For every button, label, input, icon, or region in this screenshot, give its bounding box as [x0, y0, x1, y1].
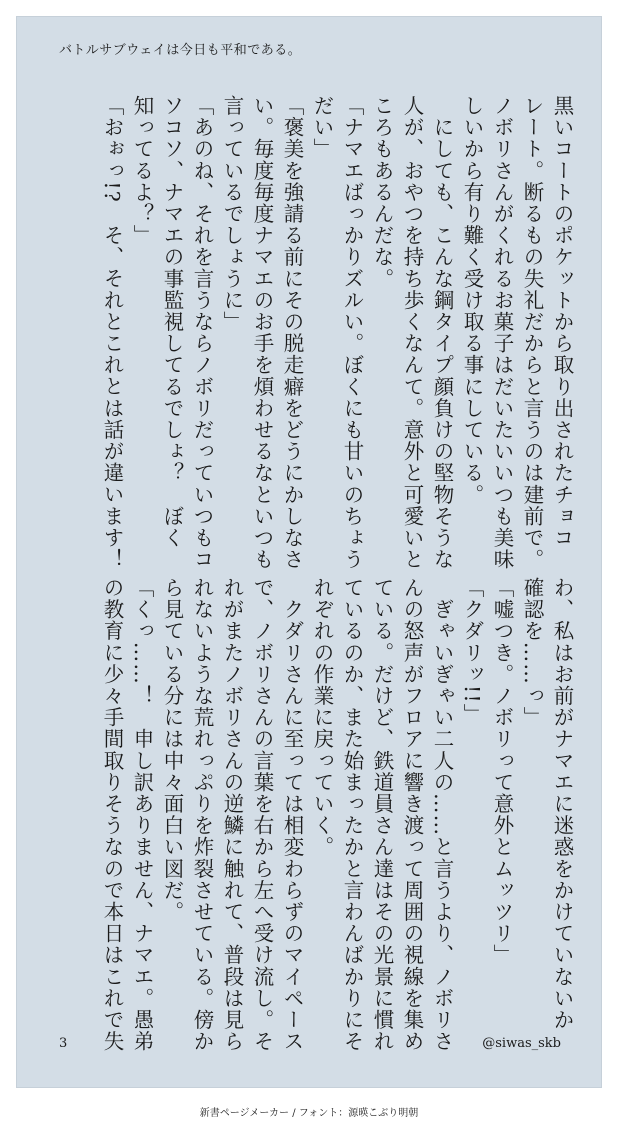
text-column-line: 「嘘つき。ノボリって意外とムッツリ」 [490, 577, 514, 966]
text-column-line: レート。断るもの失礼だからと言うのは建前で。 [520, 95, 544, 571]
text-column [277, 577, 307, 1053]
text-column [547, 577, 577, 1031]
text-column-line: ころもあるんだな。 [370, 95, 394, 290]
page-number: 3 [59, 1036, 68, 1051]
text-column-line: わ、私はお前がナマエに迷惑をかけていないか [550, 577, 574, 1031]
text-column [217, 577, 247, 1053]
text-column-line: 言っているでしょうに」 [220, 95, 244, 333]
text-column-line: 人が、おやつを持ち歩くなんて。意外と可愛いと [400, 95, 424, 571]
text-column [127, 95, 157, 545]
text-column-line: にしても、こんな鋼タイプ顔負けの堅物そうな [430, 95, 454, 571]
book-page [16, 16, 602, 1088]
text-column [187, 95, 217, 571]
chapter-header-title: バトルサブウェイは今日も平和である。 [59, 43, 302, 58]
text-column [157, 577, 187, 1027]
text-column-line: ノボリさんがくれるお菓子はだいたいいつも美味 [490, 95, 514, 571]
text-column-line: ている。だけど、鉄道員さん達はその光景に慣れ [370, 577, 394, 1053]
text-column [127, 577, 157, 1053]
text-column-line: れないような荒れっぷりを炸裂させている。傍か [190, 577, 214, 1053]
text-column [487, 577, 517, 1027]
text-column-line: れがまたノボリさんの逆鱗に触れて、普段は見ら [220, 577, 244, 1053]
text-column-line: ら見ている分には中々面白い図だ。 [160, 577, 184, 923]
text-column [547, 95, 577, 549]
text-column [247, 577, 277, 1053]
text-column [337, 95, 367, 571]
text-block-upper [17, 95, 577, 571]
text-column-line: れぞれの作業に戻っていく。 [310, 577, 334, 858]
text-column-line: んの怒声がフロアに響き渡って周囲の視線を集め [400, 577, 424, 1053]
generator-credit: 新書ページメーカー / フォント：源暎こぶり明朝 [199, 1108, 419, 1119]
text-column [517, 95, 547, 571]
text-column-line: い。毎度毎度ナマエのお手を煩わせるなといつも [250, 95, 274, 571]
text-column-line: しいから有り難く受け取る事にしている。 [460, 95, 484, 506]
text-column [307, 95, 337, 545]
text-column [97, 577, 127, 1053]
text-column-line: の教育に少々手間取りそうなので本日はこれで失 [100, 577, 124, 1053]
text-column-line: 「クダリッ!!」 [460, 577, 484, 726]
author-handle: @siwas_skb [482, 1036, 561, 1051]
text-column-line: 「くっ……！ 申し訳ありません、ナマエ。愚弟 [130, 577, 154, 1053]
text-column-line: 「あのね、それを言うならノボリだっていつもコ [190, 95, 214, 571]
text-column [397, 95, 427, 571]
text-column-line: ソコソ、ナマエの事監視してるでしょ？ ぼく [160, 95, 184, 549]
text-column-line: 黒いコートのポケットから取り出されたチョコ [550, 95, 574, 549]
text-column [157, 95, 187, 549]
text-column [307, 577, 337, 1027]
text-column-line: 確認を……っ」 [520, 577, 544, 729]
text-column-line: 「ナマエばっかりズルい。ぼくにも甘いのちょう [340, 95, 364, 571]
text-column [187, 577, 217, 1053]
text-column-line: 「おぉっ!? そ、それとこれとは話が違います！ [100, 95, 124, 571]
text-column-line: ているのか、また始まったかと言わんばかりにそ [340, 577, 364, 1053]
text-column-line: 知ってるよ？」 [130, 95, 154, 247]
text-column [457, 577, 487, 1027]
text-column [247, 95, 277, 571]
text-column-line: だい」 [310, 95, 334, 160]
text-column [277, 95, 307, 571]
text-column [97, 95, 127, 571]
text-column [427, 577, 457, 1053]
text-column-line: クダリさんに至っては相変わらずのマイペース [280, 577, 304, 1053]
text-column [457, 95, 487, 545]
text-column-line: で、ノボリさんの言葉を右から左へ受け流し。そ [250, 577, 274, 1053]
text-column [337, 577, 367, 1053]
text-column [427, 95, 457, 571]
text-column-line: ぎゃいぎゃい二人の……と言うより、ノボリさ [430, 577, 454, 1053]
text-column [367, 95, 397, 545]
text-column [487, 95, 517, 571]
text-column [217, 95, 247, 545]
text-column-line: 「褒美を強請る前にその脱走癖をどうにかしなさ [280, 95, 304, 571]
text-column [517, 577, 547, 1027]
text-column [367, 577, 397, 1053]
text-column [397, 577, 427, 1053]
